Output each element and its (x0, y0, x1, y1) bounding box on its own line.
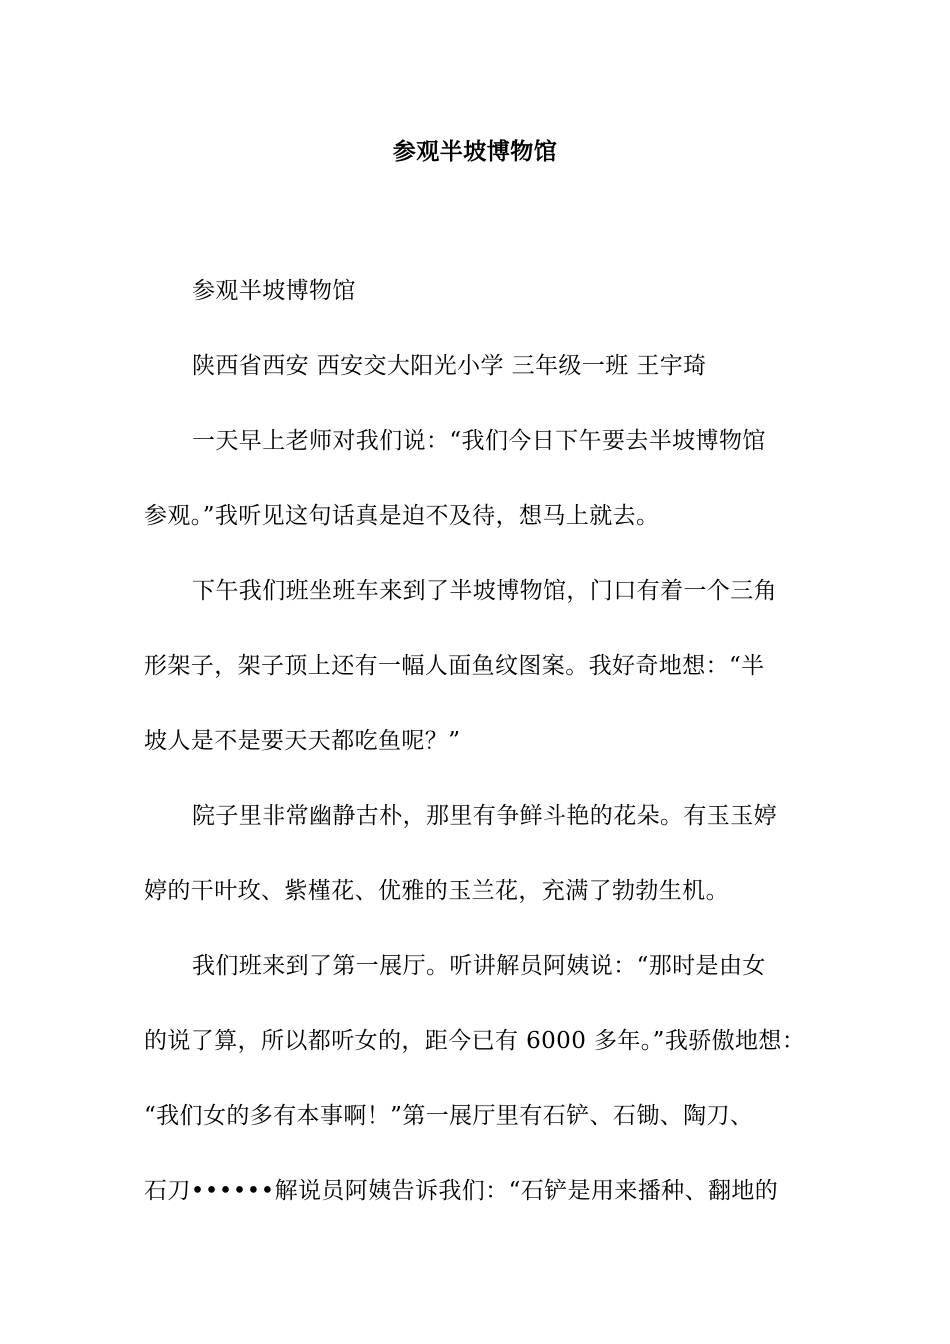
paragraph-line: 参观。”我听见这句话真是迫不及待，想马上就去。 (144, 503, 660, 529)
paragraph-line-subtitle: 参观半坡博物馆 (192, 278, 356, 304)
paragraph-line: 的说了算，所以都听女的，距今已有 6000 多年。”我骄傲地想： (144, 1028, 806, 1054)
paragraph-line: 院子里非常幽静古朴，那里有争鲜斗艳的花朵。有玉玉婷 (192, 803, 777, 829)
paragraph-line: 一天早上老师对我们说：“我们今日下午要去半坡博物馆 (192, 428, 766, 454)
paragraph-line: “我们女的多有本事啊！”第一展厅里有石铲、石锄、陶刀、 (144, 1103, 754, 1129)
paragraph-line: 下午我们班坐班车来到了半坡博物馆，门口有着一个三角 (192, 578, 777, 604)
document-body (144, 254, 816, 1229)
paragraph-line-author: 陕西省西安 西安交大阳光小学 三年级一班 王宇琦 (192, 353, 707, 379)
paragraph-line: 形架子，架子顶上还有一幅人面鱼纹图案。我好奇地想：“半 (144, 653, 765, 679)
paragraph-line: 我们班来到了第一展厅。听讲解员阿姨说：“那时是由女 (192, 953, 766, 979)
paragraph-line: 石刀••••••解说员阿姨告诉我们：“石铲是用来播种、翻地的 (144, 1178, 779, 1204)
paragraph-line: 坡人是不是要天天都吃鱼呢？” (144, 728, 461, 754)
paragraph-line: 婷的干叶玫、紫槿花、优雅的玉兰花，充满了勃勃生机。 (144, 878, 729, 904)
document-title: 参观半坡博物馆 (392, 138, 558, 165)
